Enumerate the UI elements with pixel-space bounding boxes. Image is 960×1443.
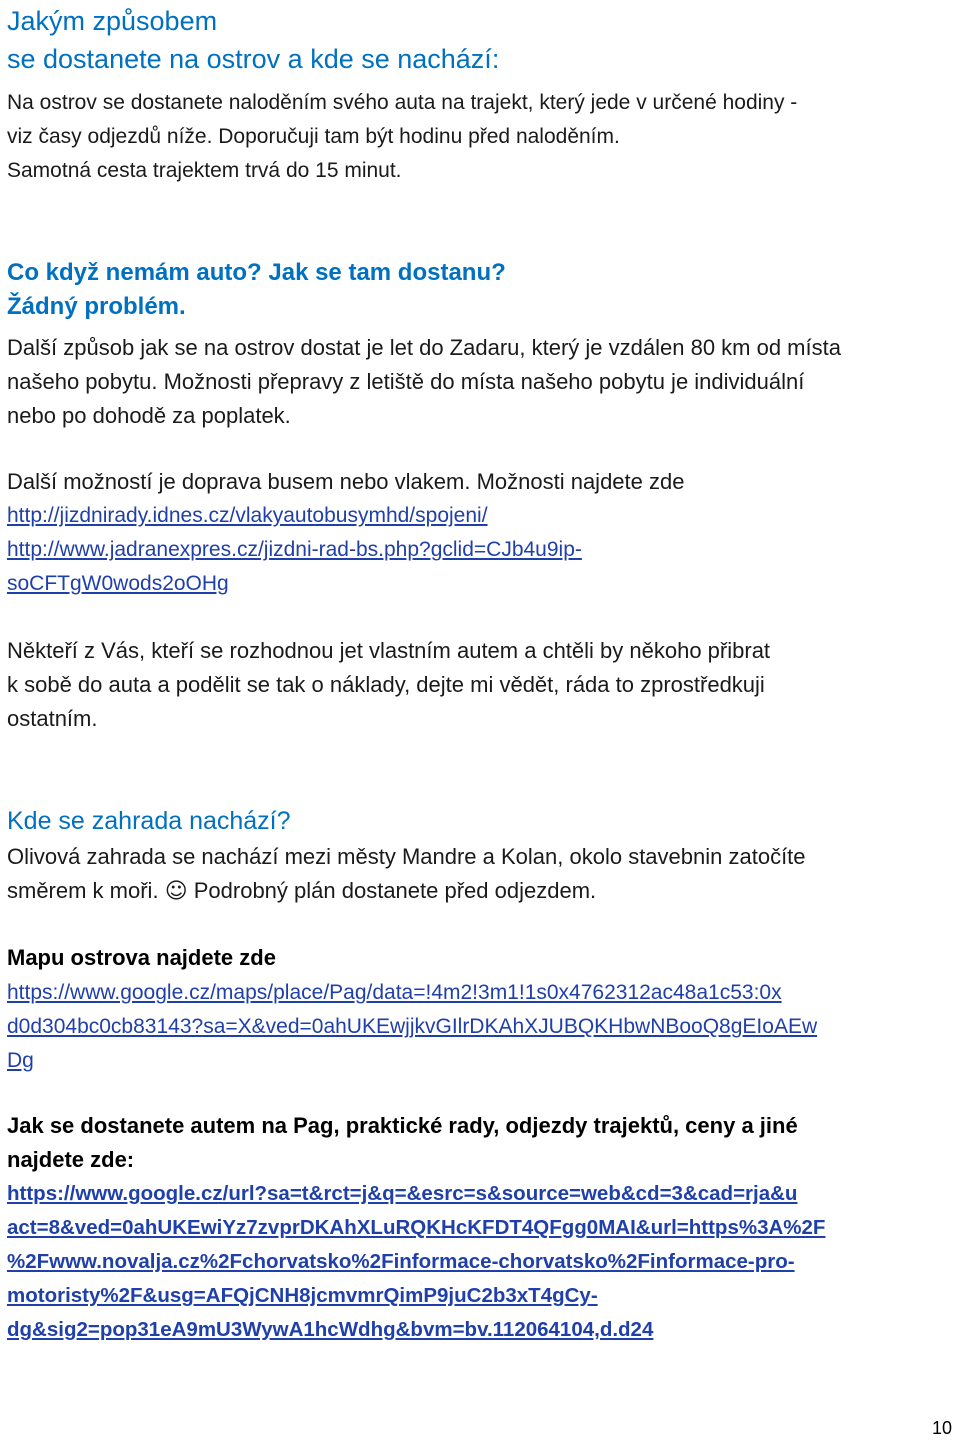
link-novalja-cont[interactable]: act=8&ved=0ahUKEwiYz7zvprDKAhXLuRQKHcKFDT4QFgg0MAI&url=https%3A%2F [7, 1216, 826, 1239]
section-heading-location [7, 803, 953, 839]
link-idnes[interactable]: http://jizdnirady.idnes.cz/vlakyautobusymhd/spojeni/ [7, 504, 488, 527]
text-line: Další způsob jak se na ostrov dostat je let do Zadaru, který je vzdálen 80 km od místa [7, 335, 841, 360]
transport-links [7, 499, 953, 601]
heading-line: Žádný problém. [7, 293, 186, 320]
section-heading-travel [7, 2, 953, 78]
text-line: nebo po dohodě za poplatek. [7, 403, 291, 428]
heading-line: Jakým způsobem [7, 6, 218, 36]
heading-line: Kde se zahrada nachází? [7, 807, 291, 835]
smiley-icon: ☺ [164, 879, 188, 904]
text-line: Jak se dostanete autem na Pag, praktické rady, odjezdy trajektů, ceny a jiné [7, 1113, 798, 1138]
heading-line: Co když nemám auto? Jak se tam dostanu? [7, 259, 506, 286]
text-line: Na ostrov se dostanete naloděním svého auta na trajekt, který jede v určené hodiny - [7, 91, 798, 114]
text-fragment: Podrobný plán dostanete před odjezdem. [187, 878, 597, 903]
heading-line: se dostanete na ostrov a kde se nachází: [7, 44, 500, 74]
paragraph-carpool [7, 634, 953, 736]
paragraph-bus-train [7, 465, 953, 499]
link-novalja-cont[interactable]: dg&sig2=pop31eA9mU3WywA1hcWdhg&bvm=bv.112064104,d.d24 [7, 1318, 654, 1341]
link-google-maps-cont[interactable]: Dg [7, 1049, 34, 1072]
text-line: najdete zde: [7, 1147, 135, 1172]
text-line: ostatním. [7, 706, 98, 731]
link-novalja-cont[interactable]: %2Fwww.novalja.cz%2Fchorvatsko%2Finformace-chorvatsko%2Finformace-pro- [7, 1250, 795, 1273]
text-line: Samotná cesta trajektem trvá do 15 minut. [7, 159, 402, 182]
map-links [7, 976, 953, 1078]
link-jadranexpres[interactable]: http://www.jadranexpres.cz/jizdni-rad-bs.php?gclid=CJb4u9ip- [7, 538, 582, 561]
section-heading-no-car [7, 256, 953, 324]
text-line: našeho pobytu. Možnosti přepravy z letiště do místa našeho pobytu je individuální [7, 369, 805, 394]
link-google-maps-cont[interactable]: d0d304bc0cb83143?sa=X&ved=0ahUKEwjjkvGIlrDKAhXJUBQKHbwNBooQ8gEIoAEw [7, 1015, 818, 1038]
paragraph-location [7, 840, 953, 909]
link-novalja-cont[interactable]: motoristy%2F&usg=AFQjCNH8jcmvmrQimP9juC2b3xT4gCy- [7, 1284, 598, 1307]
text-fragment: směrem k moři. [7, 878, 165, 903]
text-line: Někteří z Vás, kteří se rozhodnou jet vlastním autem a chtěli by někoho přibrat [7, 638, 771, 663]
link-jadranexpres-cont[interactable]: soCFTgW0wods2oOHg [7, 572, 229, 595]
text-line: Mapu ostrova najdete zde [7, 945, 276, 970]
link-google-maps[interactable]: https://www.google.cz/maps/place/Pag/data=!4m2!3m1!1s0x4762312ac48a1c53:0x [7, 981, 782, 1004]
practical-info-label [7, 1109, 953, 1177]
page-number: 10 [931, 1418, 952, 1438]
text-line: k sobě do auta a podělit se tak o náklady, dejte mi vědět, ráda to zprostředkuji [7, 672, 765, 697]
paragraph-ferry [7, 86, 953, 188]
paragraph-flight [7, 331, 953, 433]
text-line: viz časy odjezdů níže. Doporučuji tam být hodinu před naloděním. [7, 125, 620, 148]
link-novalja[interactable]: https://www.google.cz/url?sa=t&rct=j&q=&esrc=s&source=web&cd=3&cad=rja&u [7, 1182, 798, 1205]
practical-info-links [7, 1177, 953, 1347]
text-line: Olivová zahrada se nachází mezi městy Mandre a Kolan, okolo stavebnin zatočíte [7, 844, 806, 869]
text-line: Další možností je doprava busem nebo vlakem. Možnosti najdete zde [7, 469, 685, 494]
text-line [7, 874, 953, 909]
map-label [7, 941, 953, 975]
